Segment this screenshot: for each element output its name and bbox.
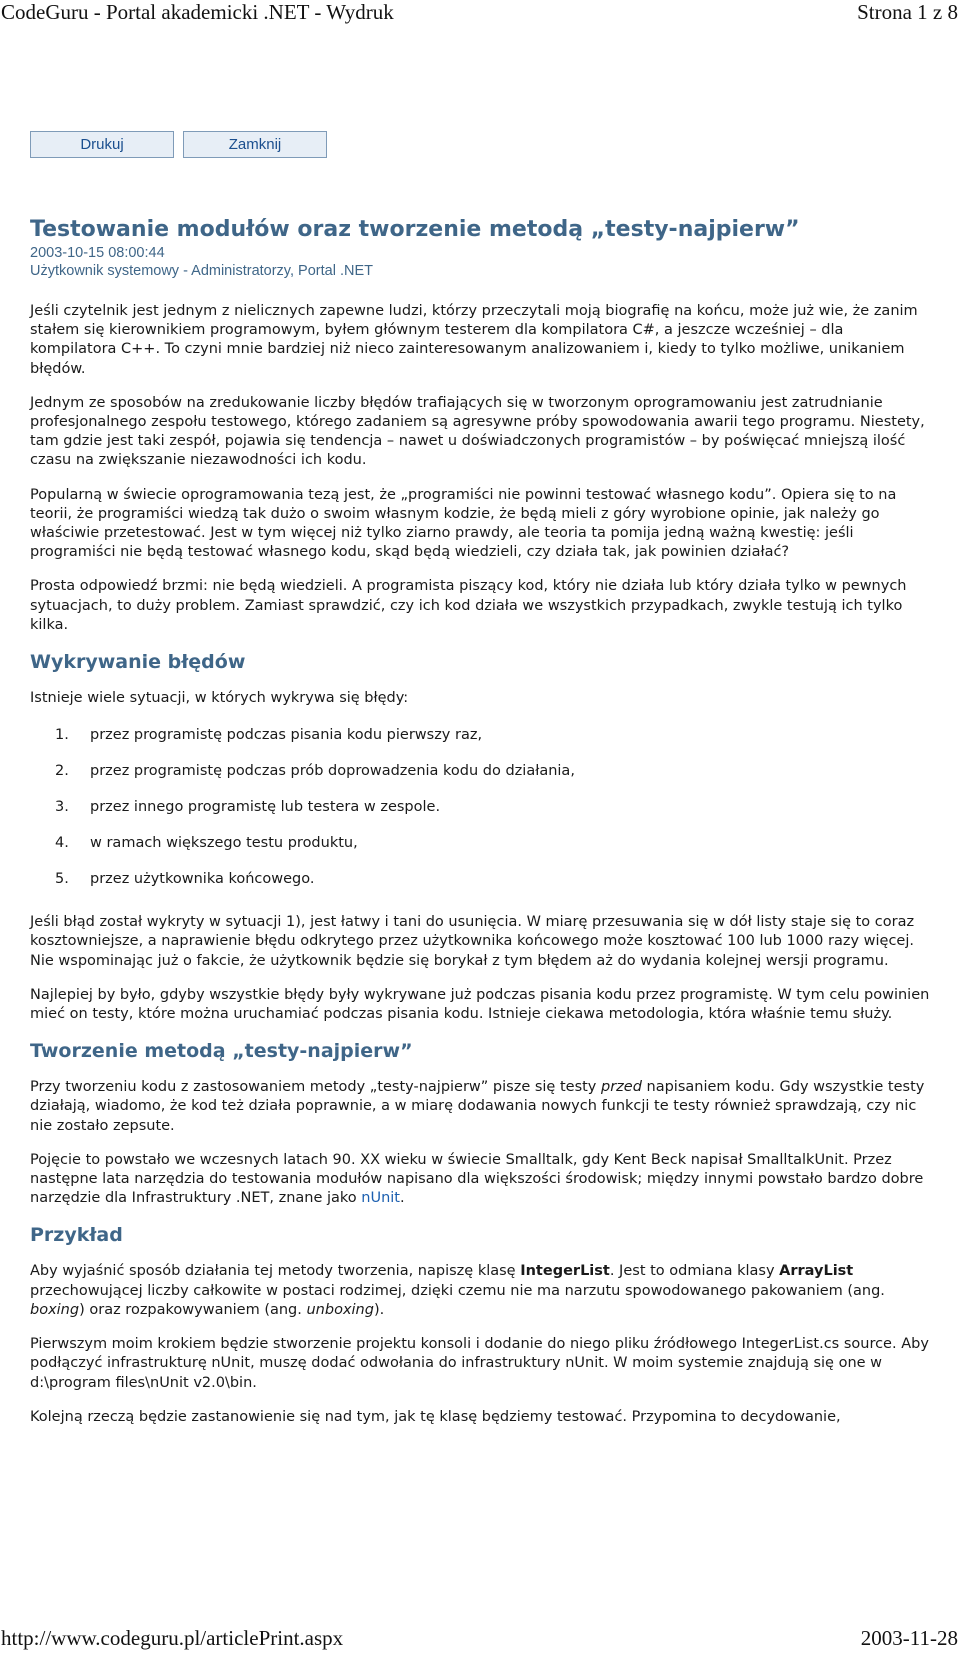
paragraph — [30, 1151, 930, 1209]
list-text: przez użytkownika końcowego. — [90, 871, 315, 888]
bug-situations-list — [30, 726, 930, 889]
text-run: . — [400, 1190, 405, 1207]
section-heading-bugs: Wykrywanie błędów — [30, 651, 246, 674]
text-run: Przy tworzeniu kodu z zastosowaniem metody „testy-najpierw” pisze się testy — [30, 1079, 601, 1096]
list-item — [30, 762, 930, 781]
text-run: przechowującej liczby całkowite w postaci rodzimej, dzięki czemu nie ma narzutu spowodowanego pakowaniem (ang. — [30, 1282, 885, 1299]
paragraph: Kolejną rzeczą będzie zastanowienie się nad tym, jak tę klasę będziemy testować. Przypomina to decydowanie, — [30, 1408, 841, 1425]
list-text: przez programistę podczas pisania kodu pierwszy raz, — [90, 727, 483, 744]
close-button[interactable]: Zamknij — [183, 131, 327, 158]
list-number: 3. — [55, 799, 69, 816]
paragraph: Jeśli czytelnik jest jednym z nielicznych zapewne ludzi, którzy przeczytali moją biografię na końcu, może już wie, że zanim stałem się kierownikiem programowym, byłem głównym testerem dla kompilatora C#, a jeszcze wcześniej – dla kompilatora C++. To czyni mnie bardziej niż nieco zainteresowanym analizowaniem i, kiedy to tylko możliwe, unikaniem błędów. — [30, 303, 918, 377]
paragraph: Pierwszym moim krokiem będzie stworzenie projektu konsoli i dodanie do niego pliku źródłowego IntegerList.cs source. Aby podłączyć infrastrukturę nUnit, muszę dodać odwołania do infrastruktury nUnit. W moim systemie znajdują się one w d:\program files\nUnit v2.0\bin. — [30, 1336, 929, 1391]
list-item — [30, 834, 930, 853]
paragraph: Jednym ze sposobów na zredukowanie liczby błędów trafiających się w tworzonym oprogramowaniu jest zatrudnianie profesjonalnego zespołu testowego, którego zadaniem są agresywne próby spowodowania awarii tego programu. Niestety, tam gdzie jest taki zespół, pojawia się tendencja – nawet u doświadczonych programistów – by poświęcać mniejszą ilość czasu na zwiększanie niezawodności ich kodu. — [30, 394, 925, 469]
article-author: Użytkownik systemowy - Administratorzy, Portal .NET — [30, 263, 373, 279]
list-number: 4. — [55, 835, 69, 852]
text-run: Aby wyjaśnić sposób działania tej metody tworzenia, napiszę klasę — [30, 1263, 521, 1280]
list-number: 1. — [55, 727, 69, 744]
bold-text: ArrayList — [779, 1263, 854, 1280]
italic-text: boxing — [30, 1301, 80, 1318]
paragraph: Istnieje wiele sytuacji, w których wykrywa się błędy: — [30, 690, 409, 707]
text-run: ). — [373, 1301, 385, 1318]
list-number: 2. — [55, 763, 69, 780]
section-heading-example: Przykład — [30, 1224, 123, 1247]
list-number: 5. — [55, 871, 69, 888]
list-item — [30, 870, 930, 889]
text-run: ) oraz rozpakowywaniem (ang. — [79, 1301, 307, 1318]
text-run: . Jest to odmiana klasy — [609, 1263, 780, 1280]
list-item — [30, 798, 930, 817]
bold-text: IntegerList — [520, 1263, 610, 1280]
paragraph: Najlepiej by było, gdyby wszystkie błędy były wykrywane już podczas pisania kodu przez programistę. W tym celu powinien mieć on testy, które można uruchamiać podczas pisania kodu. Istnieje ciekawa metodologia, która właśnie temu służy. — [30, 986, 930, 1023]
article-date: 2003-10-15 08:00:44 — [30, 245, 165, 261]
list-text: przez programistę podczas prób doprowadzenia kodu do działania, — [90, 763, 575, 780]
paragraph: Jeśli błąd został wykryty w sytuacji 1), jest łatwy i tani do usunięcia. W miarę przesuwania się w dół listy staje się to coraz kosztowniejsze, a naprawienie błędu odkrytego przez użytkownika końcowego może kosztować 100 lub 1000 razy więcej. Nie wspominając już o fakcie, że użytkownik będzie się borykał z tym błędem aż do wydania kolejnej wersji programu. — [30, 914, 915, 969]
italic-text: unboxing — [306, 1301, 374, 1318]
text-run: napisaniem kodu. Gdy wszystkie testy działają, wiadomo, że kod też działa poprawnie, a w miarę dodawania nowych funkcji te testy również sprawdzają, czy nic nie zostało zepsute. — [30, 1079, 925, 1134]
nunit-link[interactable]: nUnit — [361, 1190, 400, 1207]
list-text: przez innego programistę lub testera w zespole. — [90, 799, 441, 816]
print-footer-url: http://www.codeguru.pl/articlePrint.aspx — [1, 1626, 344, 1650]
article-title: Testowanie modułów oraz tworzenie metodą „testy-najpierw” — [30, 217, 800, 242]
print-header-page: Strona 1 z 8 — [857, 0, 958, 24]
print-button[interactable]: Drukuj — [30, 131, 174, 158]
paragraph: Popularną w świecie oprogramowania tezą jest, że „programiści nie powinni testować własnego kodu”. Opiera się to na teorii, że programiści wiedzą tak dużo o swoim własnym kodzie, że będą mieli z góry wyrobione opinie, jak należy go właściwie przetestować. Jest w tym więcej niż tylko ziarno prawdy, ale teoria ta pomija jedną ważną kwestię: jeśli programiści nie będą testować własnego kodu, skąd będą wiedzieli, czy działa tak, jak powinien działać? — [30, 486, 897, 561]
list-item — [30, 726, 930, 745]
print-header — [0, 0, 960, 26]
list-text: w ramach większego testu produktu, — [90, 835, 358, 852]
paragraph — [30, 1262, 930, 1320]
paragraph: Prosta odpowiedź brzmi: nie będą wiedzieli. A programista piszący kod, który nie działa lub który działa tylko w pewnych sytuacjach, to duży problem. Zamiast sprawdzić, czy ich kod działa we wszystkich przypadkach, zwykle testują ich tylko kilka. — [30, 578, 907, 633]
text-run: Pojęcie to powstało we wczesnych latach 90. XX wieku w świecie Smalltalk, gdy Kent Beck napisał SmalltalkUnit. Przez następne lata narzędzia do testowania modułów napisano dla większości środowisk; między innymi powstało bardzo dobre narzędzie dla Infrastruktury .NET, znane jako — [30, 1151, 924, 1207]
italic-text: przed — [601, 1079, 642, 1096]
article — [30, 216, 930, 1442]
print-header-title: CodeGuru - Portal akademicki .NET - Wydruk — [1, 0, 394, 24]
paragraph — [30, 1078, 930, 1136]
print-footer-date: 2003-11-28 — [860, 1626, 958, 1650]
section-heading-test-first: Tworzenie metodą „testy-najpierw” — [30, 1040, 413, 1063]
